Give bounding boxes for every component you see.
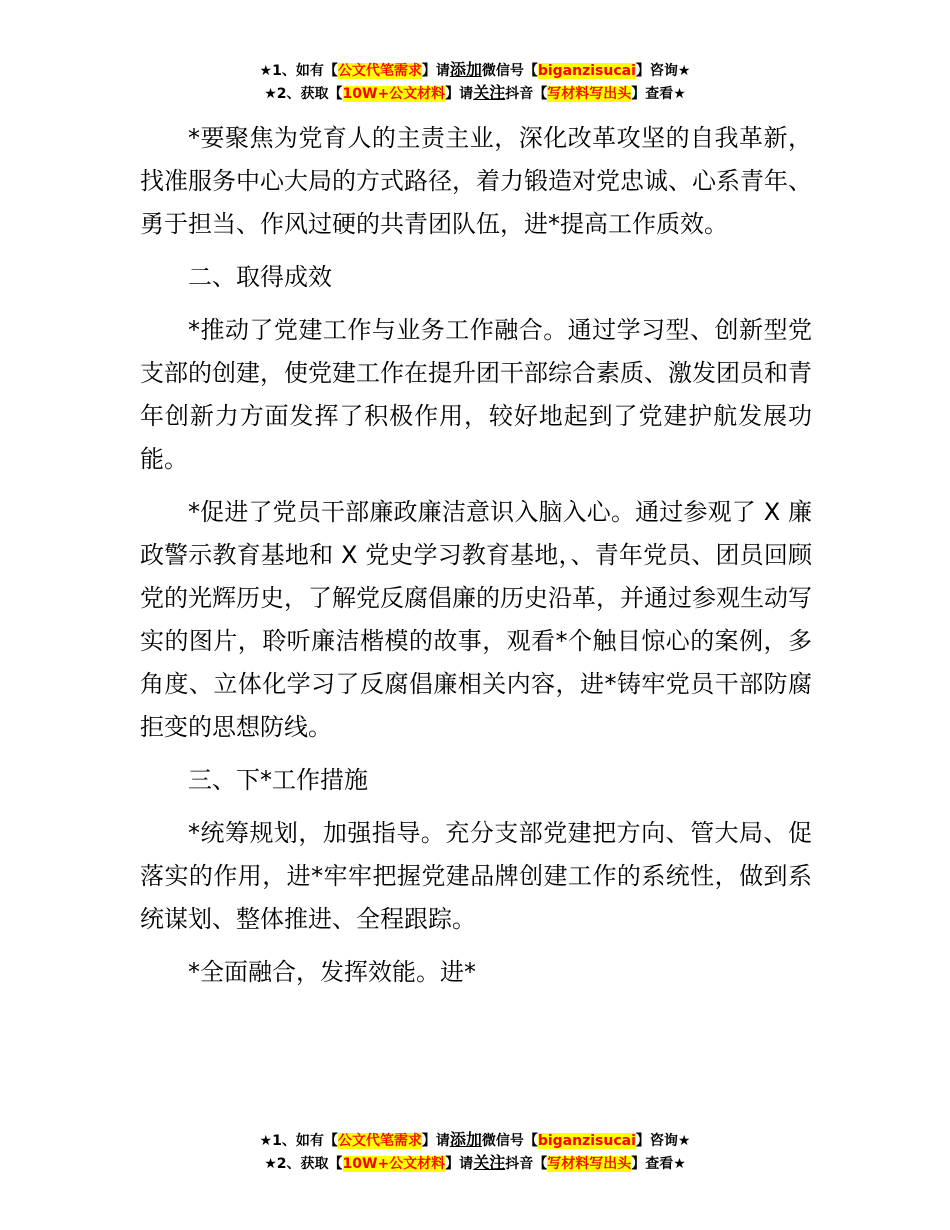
banner-highlight: biganzisucai xyxy=(537,63,636,79)
banner-text: 】查看★ xyxy=(631,86,686,102)
banner-line-2 xyxy=(0,81,950,104)
banner-text: ★1、如有【 xyxy=(259,63,338,79)
footer-banner xyxy=(0,1128,950,1174)
banner-highlight: 10W+公文材料 xyxy=(342,1156,446,1172)
banner-highlight: 写材料写出头 xyxy=(547,86,632,102)
banner-text: 微信号【 xyxy=(481,1133,538,1149)
banner-text: 】请 xyxy=(445,1156,474,1172)
banner-text: 】咨询★ xyxy=(635,63,691,79)
body-paragraph: *推动了党建工作与业务工作融合。通过学习型、创新型党支部的创建，使党建工作在提升团干部综合素质、激发团员和青年创新力方面发挥了积极作用，较好地起到了党建护航发展功能。 xyxy=(140,316,812,473)
banner-text: 抖音【 xyxy=(505,86,548,102)
section-heading: 二、取得成效 xyxy=(188,263,332,291)
banner-text: 】咨询★ xyxy=(635,1133,691,1149)
banner-text: 】请 xyxy=(421,1133,450,1149)
banner-text: 】请 xyxy=(445,86,474,102)
banner-line-1 xyxy=(0,1128,950,1151)
banner-line-2 xyxy=(0,1151,950,1174)
banner-highlight: 公文代笔需求 xyxy=(337,1133,422,1149)
body-paragraph: *全面融合，发挥效能。进* xyxy=(188,958,476,986)
banner-text: 】请 xyxy=(421,63,450,79)
banner-text: 抖音【 xyxy=(505,1156,548,1172)
banner-highlight: 写材料写出头 xyxy=(547,1156,632,1172)
body-paragraph: *要聚焦为党育人的主责主业，深化改革攻坚的自我革新，找准服务中心大局的方式路径，着力锻造对党忠诚、心系青年、勇于担当、作风过硬的共青团队伍，进*提高工作质效。 xyxy=(140,124,812,238)
banner-emphasis: 关注 xyxy=(473,1153,506,1172)
banner-text: 】查看★ xyxy=(631,1156,686,1172)
banner-emphasis: 添加 xyxy=(449,1130,482,1149)
banner-emphasis: 关注 xyxy=(473,83,506,102)
body-paragraph: *促进了党员干部廉政廉洁意识入脑入心。通过参观了 X 廉政警示教育基地和 X 党史学习教育基地，、青年党员、团员回顾党的光辉历史，了解党反腐倡廉的历史沿革，并通过参观生动写实的图片，聆听廉洁楷模的故事，观看*个触目惊心的案例，多角度、立体化学习了反腐倡廉相关内容，进*铸牢党员干部防腐拒变的思想防线。 xyxy=(140,498,812,741)
banner-highlight: biganzisucai xyxy=(537,1133,636,1149)
body-paragraph: *统筹规划，加强指导。充分支部党建把方向、管大局、促落实的作用，进*牢牢把握党建品牌创建工作的系统性，做到系统谋划、整体推进、全程跟踪。 xyxy=(140,819,812,933)
header-banner xyxy=(0,58,950,104)
banner-emphasis: 添加 xyxy=(449,60,482,79)
banner-highlight: 公文代笔需求 xyxy=(337,63,422,79)
banner-text: ★2、获取【 xyxy=(264,86,343,102)
banner-text: ★2、获取【 xyxy=(264,1156,343,1172)
section-heading: 三、下*工作措施 xyxy=(188,766,368,794)
document-body xyxy=(140,117,812,994)
banner-highlight: 10W+公文材料 xyxy=(342,86,446,102)
banner-line-1 xyxy=(0,58,950,81)
banner-text: 微信号【 xyxy=(481,63,538,79)
banner-text: ★1、如有【 xyxy=(259,1133,338,1149)
